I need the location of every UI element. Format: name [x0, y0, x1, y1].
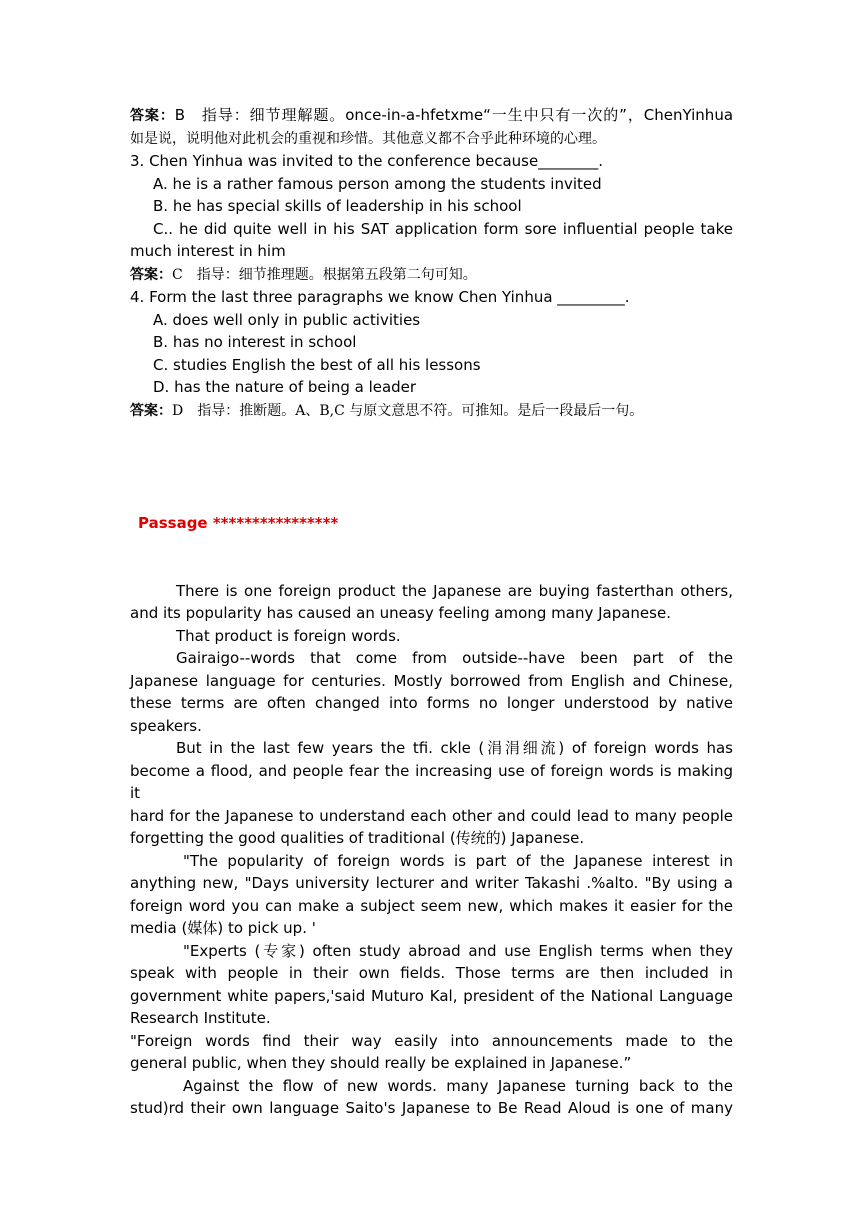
paragraph-5-line: media (媒体) to pick up. ' [130, 919, 316, 937]
paragraph-3-line: Gairaigo--words that come from outside--have been part of the [176, 649, 733, 667]
answer-label: 答案： [130, 266, 172, 283]
paragraph-3-line: Japanese language for centuries. Mostly borrowed from English and Chinese, [130, 671, 733, 690]
passage-title: Passage **************** [138, 514, 339, 532]
paragraph-5-line: "The popularity of foreign words is part of the Japanese interest in [183, 851, 733, 870]
answer-2-line [130, 104, 733, 128]
paragraph-4-line: hard for the Japanese to understand each other and could lead to many people [130, 806, 733, 825]
paragraph-3-line: speakers. [130, 716, 202, 735]
answer-label: 答案： [130, 402, 172, 419]
paragraph-4-line: forgetting the good qualities of traditional (传统的) Japanese. [130, 829, 585, 847]
question-4-option-b: B. has no interest in school [153, 333, 357, 351]
paragraph-1-line: and its popularity has caused an uneasy feeling among many Japanese. [130, 604, 671, 622]
paragraph-3-line: these terms are often changed into forms no longer understood by native [130, 694, 733, 712]
question-4: 4. Form the last three paragraphs we know Chen Yinhua _________. [130, 288, 630, 306]
paragraph-8-line: Against the flow of new words. many Japanese turning back to the [183, 1076, 733, 1095]
paragraph-8-line: stud)rd their own language Saito's Japanese to Be Read Aloud is one of many [130, 1099, 733, 1117]
question-3: 3. Chen Yinhua was invited to the conference because________. [130, 152, 603, 170]
paragraph-1-line: There is one foreign product the Japanese are buying fasterthan others, [176, 581, 733, 600]
document-page [130, 104, 733, 1120]
paragraph-5-line: anything new, "Days university lecturer and writer Takashi .%alto. "By using a [130, 874, 733, 892]
answer-2-text-cont: 如是说，说明他对此机会的重视和珍惜。其他意义都不合乎此种环境的心理。 [130, 130, 606, 147]
question-3-option-a: A. he is a rather famous person among the students invited [153, 174, 602, 193]
paragraph-6-line: government white papers,'said Muturo Kal, president of the National Language [130, 986, 733, 1005]
question-3-option-c-cont: much interest in him [130, 242, 286, 260]
answer-2-text: B 指导：细节理解题。once-in-a-hfetxme“一生中只有一次的”，ChenYinhua [174, 106, 734, 124]
paragraph-7-line: "Foreign words find their way easily into announcements made to the [130, 1031, 733, 1050]
paragraph-2-line: That product is foreign words. [176, 626, 401, 645]
paragraph-6-line: Research Institute. [130, 1009, 271, 1027]
question-4-option-d: D. has the nature of being a leader [153, 378, 417, 396]
question-3-option-b: B. he has special skills of leadership in his school [153, 197, 522, 215]
question-4-option-c: C. studies English the best of all his lessons [153, 355, 481, 374]
question-4-option-a: A. does well only in public activities [153, 310, 421, 329]
paragraph-4-line: But in the last few years the tfi. ckle (涓涓细流) of foreign words has [176, 739, 733, 757]
paragraph-5-line: foreign word you can make a subject seem new, which makes it easier for the [130, 896, 733, 915]
paragraph-4-line: become a flood, and people fear the increasing use of foreign words is making it [130, 761, 733, 802]
paragraph-6-line: speak with people in their own fields. Those terms are then included in [130, 964, 733, 982]
paragraph-7-line: general public, when they should really be explained in Japanese.” [130, 1054, 632, 1072]
question-3-option-c: C.. he did quite well in his SAT application form sore influential people take [153, 219, 733, 238]
paragraph-6-line: "Experts (专家) often study abroad and use English terms when they [183, 941, 733, 960]
answer-3-text: C 指导：细节推理题。根据第五段第二句可知。 [172, 266, 477, 283]
answer-4-text: D 指导：推断题。A、B,C 与原文意思不符。可推知。是后一段最后一句。 [172, 402, 644, 419]
answer-label: 答案： [130, 108, 175, 124]
passage-body [130, 580, 733, 1120]
